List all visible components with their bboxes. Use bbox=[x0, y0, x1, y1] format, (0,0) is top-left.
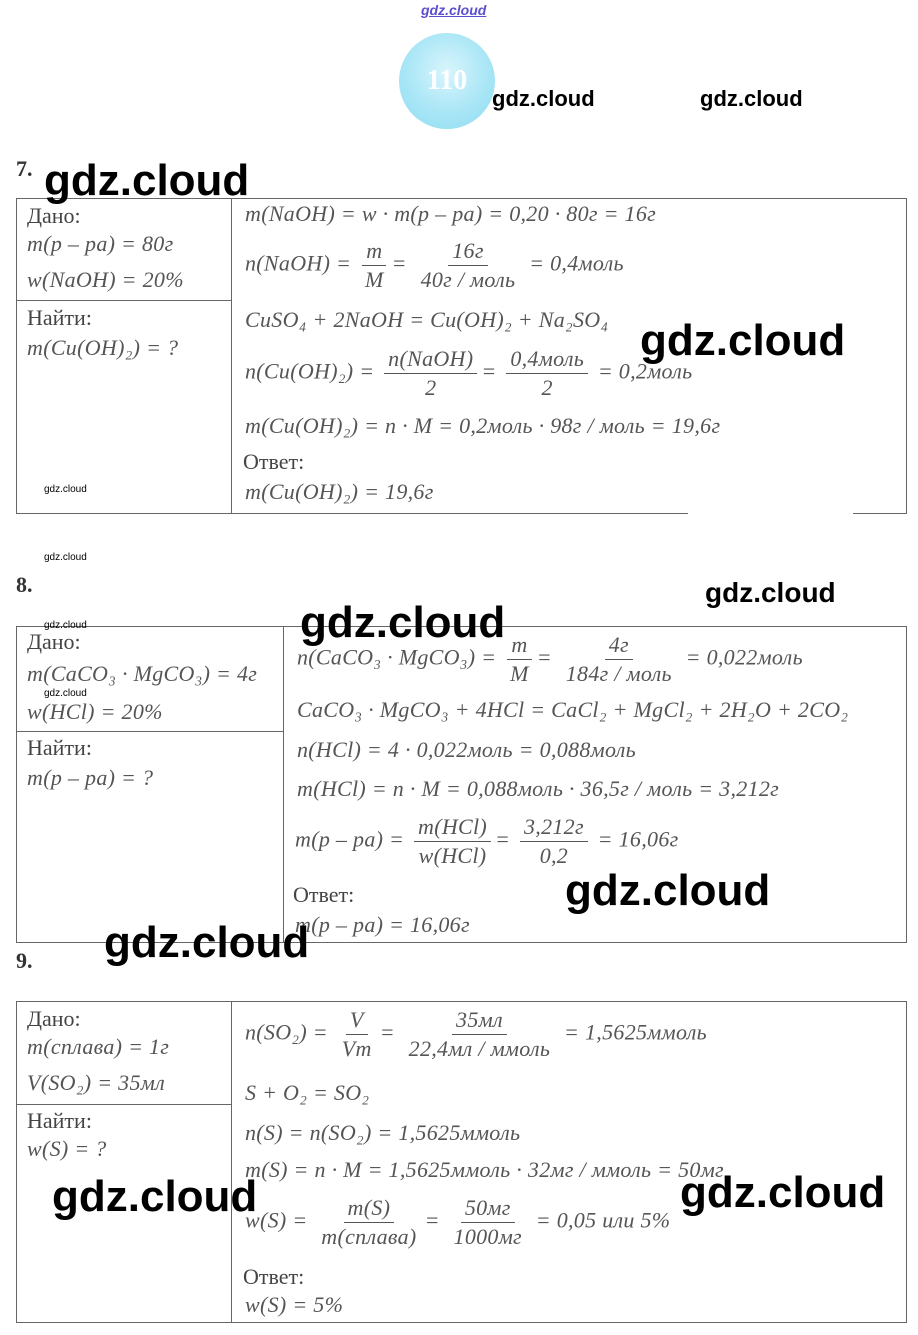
watermark-top: gdz.cloud bbox=[421, 2, 487, 18]
problem-9-table bbox=[16, 1001, 907, 1323]
solution-line: m(S) = n · M = 1,5625ммоль · 32мг / ммоль = 50мг bbox=[245, 1157, 724, 1182]
find-value: m(р – ра) = ? bbox=[27, 765, 154, 790]
solution-fraction-line: w(S) = $\frac{m(S)}{\text{m(сплава)}}$ = $\frac{50мг}{1000мг}$ = 0,05 или 5% bbox=[245, 1195, 671, 1249]
solution-line: m(NaOH) = w · m(р – ра) = 0,20 · 80г = 16г bbox=[245, 201, 657, 226]
watermark: gdz.cloud bbox=[44, 484, 87, 495]
answer-label: Ответ: bbox=[243, 449, 305, 474]
solution-line: m(Cu(OH)₂) = n · M = 0,2моль · 98г / моль = 19,6г bbox=[245, 413, 721, 438]
given-label: Дано: bbox=[27, 203, 81, 228]
watermark: gdz.cloud bbox=[492, 86, 595, 111]
watermark: gdz.cloud bbox=[300, 598, 506, 647]
answer-value: m(Cu(OH)₂) = 19,6г bbox=[245, 479, 434, 504]
answer-value: m(р – ра) = 16,06г bbox=[295, 912, 470, 937]
solution-line: S + O₂ = SO₂ bbox=[245, 1080, 370, 1105]
answer-label: Ответ: bbox=[293, 882, 355, 907]
watermark: gdz.cloud bbox=[44, 156, 250, 205]
watermark: gdz.cloud bbox=[640, 316, 846, 365]
solution-line: CaCO₃ · MgCO₃ + 4HCl = CaCl₂ + MgCl₂ + 2H₂O + 2CO₂ bbox=[297, 697, 849, 722]
find-label: Найти: bbox=[27, 735, 92, 760]
solution-fraction-line: n(Cu(OH)₂) = $\frac{\text{n(NaOH)}}{2}$ = $\frac{\text{0,4моль}}{2}$ = 0,2моль bbox=[245, 346, 693, 400]
solution-fraction-line: n(SO₂) = $\frac{V}{Vm}$ = $\frac{35мл}{\text{22,4мл / ммоль}}$ = 1,5625ммоль bbox=[245, 1007, 707, 1061]
watermark: gdz.cloud bbox=[700, 86, 803, 111]
watermark: gdz.cloud bbox=[104, 918, 310, 967]
solution-line: m(HCl) = n · M = 0,088моль · 36,5г / моль = 3,212г bbox=[297, 776, 780, 801]
watermark: gdz.cloud bbox=[44, 688, 87, 699]
solution-fraction-line: m(р – ра) = $\frac{\text{m(HCl)}}{\text{w(HCl)}}$ = $\frac{3,212г}{0,2}$ = 16,06г bbox=[295, 814, 679, 868]
solution-fraction-line: n(NaOH) = $\frac{m}{M}$ = $\frac{16г}{\text{40г / моль}}$ = 0,4моль bbox=[245, 238, 624, 292]
find-label: Найти: bbox=[27, 305, 92, 330]
find-value: w(S) = ? bbox=[27, 1136, 107, 1161]
given-value: m(CaCO₃ · MgCO₃) = 4г bbox=[27, 661, 258, 686]
problem-number: 9. bbox=[16, 948, 33, 973]
solution-line: CuSO₄ + 2NaOH = Cu(OH)₂ + Na₂SO₄ bbox=[245, 307, 609, 332]
watermark: gdz.cloud bbox=[565, 866, 771, 915]
page-number-badge: 110 bbox=[399, 33, 495, 129]
problem-8-table bbox=[16, 626, 907, 943]
answer-value: w(S) = 5% bbox=[245, 1292, 344, 1317]
problem-number: 8. bbox=[16, 572, 33, 597]
given-value: w(NaOH) = 20% bbox=[27, 267, 184, 292]
solution-line: n(HCl) = 4 · 0,022моль = 0,088моль bbox=[297, 737, 636, 762]
given-value: m(р – ра) = 80г bbox=[27, 231, 174, 256]
problem-number: 7. bbox=[16, 156, 33, 181]
find-label: Найти: bbox=[27, 1108, 92, 1133]
watermark: gdz.cloud bbox=[705, 577, 836, 608]
solution-line: n(S) = n(SO₂) = 1,5625ммоль bbox=[245, 1120, 521, 1145]
watermark: gdz.cloud bbox=[44, 552, 87, 563]
given-value: V(SO₂) = 35мл bbox=[27, 1070, 166, 1095]
watermark: gdz.cloud bbox=[680, 1168, 886, 1217]
given-label: Дано: bbox=[27, 629, 81, 654]
find-value: m(Cu(OH)₂) = ? bbox=[27, 335, 179, 360]
watermark: gdz.cloud bbox=[52, 1172, 258, 1221]
watermark: gdz.cloud bbox=[44, 620, 87, 631]
given-label: Дано: bbox=[27, 1006, 81, 1031]
given-value: w(HCl) = 20% bbox=[27, 699, 163, 724]
solution-fraction-line: n(CaCO₃ · MgCO₃) = $\frac{m}{M}$ = $\frac{4г}{\text{184г / моль}}$ = 0,022моль bbox=[297, 632, 803, 686]
given-value: m(сплава) = 1г bbox=[27, 1034, 170, 1059]
answer-label: Ответ: bbox=[243, 1264, 305, 1289]
